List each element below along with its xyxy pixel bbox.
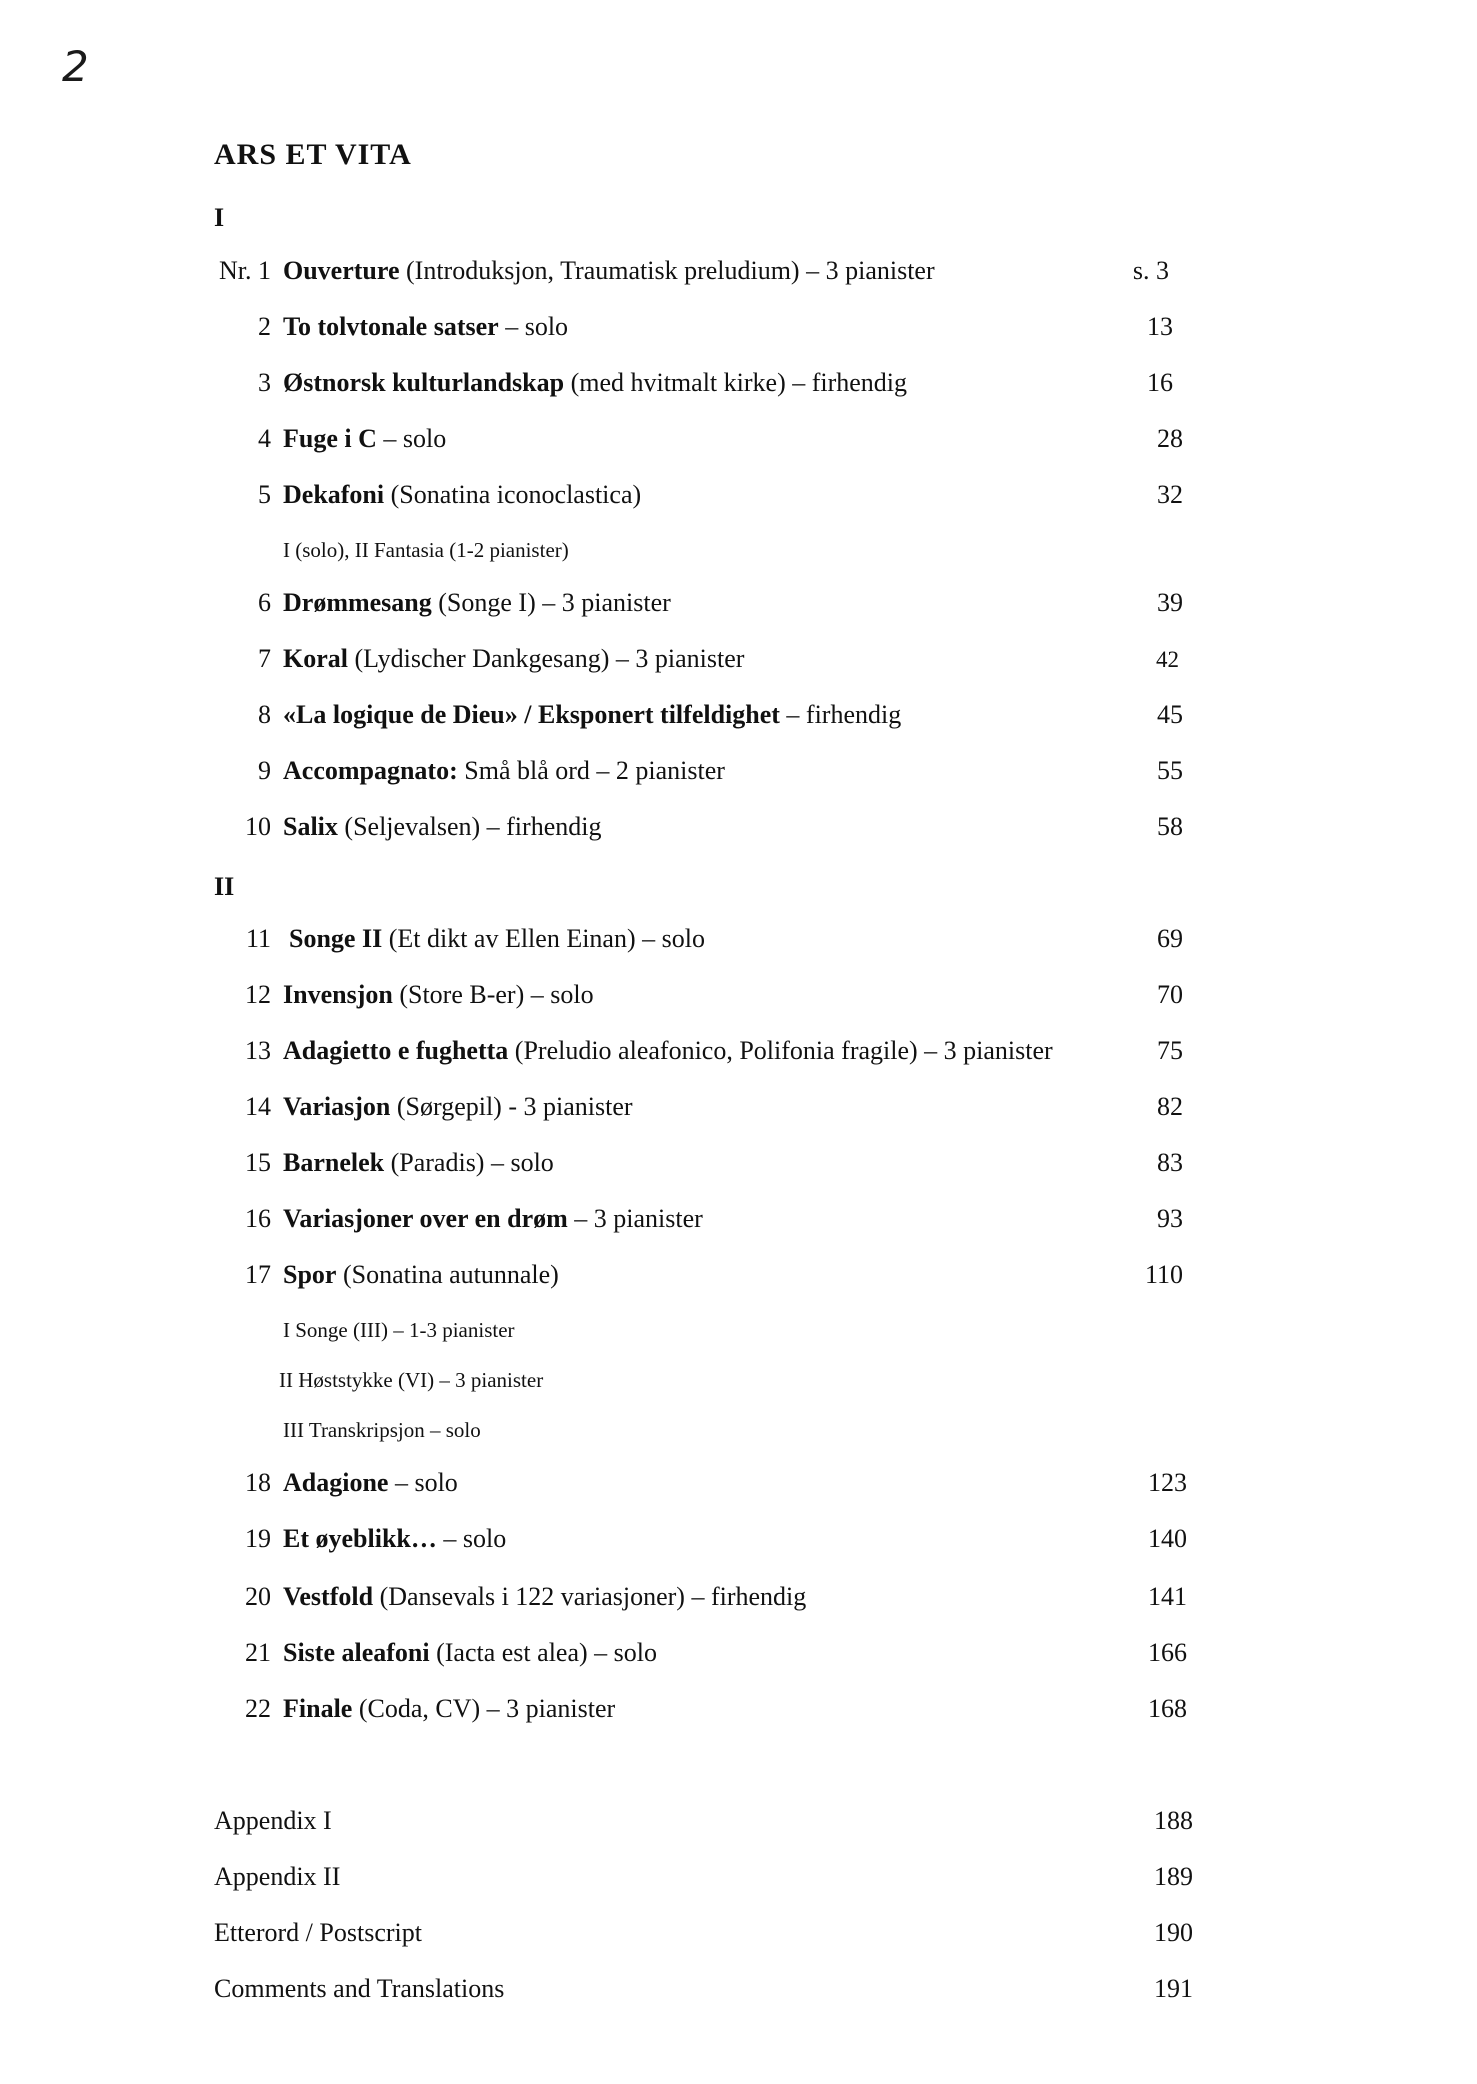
entry-detail: (Seljevalsen) – firhendig — [337, 812, 602, 841]
entry-title: Spor — [283, 1260, 337, 1289]
entry-page: 168 — [1148, 1694, 1187, 1723]
toc-entry — [0, 812, 1477, 852]
entry-title: «La logique de Dieu» / Eksponert tilfeldighet — [283, 700, 780, 729]
entry-text — [283, 1092, 633, 1122]
toc-entry — [0, 1582, 1477, 1622]
entry-text — [283, 424, 446, 454]
entry-number: 4 — [258, 424, 271, 453]
entry-detail: (Dansevals i 122 variasjoner) – firhendig — [373, 1582, 807, 1611]
entry-number: 22 — [245, 1694, 271, 1723]
appendix-label: Comments and Translations — [214, 1974, 505, 2003]
entry-text — [283, 368, 907, 398]
entry-number: 16 — [245, 1204, 271, 1233]
entry-page: 141 — [1148, 1582, 1187, 1611]
subentry-spor-1: I Songe (III) – 1-3 pianister — [283, 1318, 515, 1342]
entry-title: Adagietto e fughetta — [283, 1036, 509, 1065]
entry-detail: (Iacta est alea) – solo — [429, 1638, 657, 1667]
entry-number: 11 — [245, 924, 271, 953]
toc-entry — [0, 700, 1477, 740]
entry-number: 12 — [245, 980, 271, 1009]
entry-number: 20 — [245, 1582, 271, 1611]
entry-text — [283, 1524, 506, 1554]
toc-entry — [0, 1694, 1477, 1734]
entry-page: 16 — [1147, 368, 1173, 397]
entry-text — [283, 756, 725, 786]
entry-page: 166 — [1148, 1638, 1187, 1667]
toc-entry — [0, 312, 1477, 352]
entry-page: 39 — [1157, 588, 1183, 617]
toc-entry — [0, 1204, 1477, 1244]
entry-text — [283, 1148, 554, 1178]
subentry-spor-3: III Transkripsjon – solo — [283, 1418, 481, 1442]
section-heading-two: II — [214, 872, 235, 901]
entry-page: s. 3 — [1132, 256, 1169, 285]
entry-text — [283, 256, 935, 286]
entry-detail: (Sonatina autunnale) — [336, 1260, 559, 1289]
entry-title: Salix — [283, 812, 338, 841]
entry-number: 19 — [245, 1524, 271, 1553]
entry-text — [283, 700, 901, 730]
entry-detail: (med hvitmalt kirke) – firhendig — [564, 368, 908, 397]
entry-detail: – firhendig — [779, 700, 902, 729]
toc-entry — [0, 1638, 1477, 1678]
entry-title: Østnorsk kulturlandskap — [283, 368, 565, 397]
entry-text — [283, 1260, 559, 1290]
entry-title: Accompagnato: — [283, 756, 458, 785]
appendix-page: 190 — [1154, 1918, 1193, 1947]
entry-page: 32 — [1157, 480, 1183, 509]
entry-text — [289, 924, 705, 954]
entry-page: 58 — [1157, 812, 1183, 841]
entry-number: 13 — [245, 1036, 271, 1065]
appendix-label: Appendix I — [214, 1806, 332, 1835]
entry-text — [283, 812, 601, 842]
appendix-label: Etterord / Postscript — [214, 1918, 422, 1947]
entry-number: 17 — [245, 1260, 271, 1289]
entry-page: 83 — [1157, 1148, 1183, 1177]
entry-page: 45 — [1157, 700, 1183, 729]
entry-number: 6 — [258, 588, 271, 617]
subentry-dekafoni: I (solo), II Fantasia (1-2 pianister) — [283, 538, 569, 562]
document-title: ARS ET VITA — [214, 138, 412, 171]
toc-entry — [0, 1148, 1477, 1188]
appendix-label: Appendix II — [214, 1862, 341, 1891]
toc-entry — [0, 1036, 1477, 1076]
entry-number: 3 — [258, 368, 271, 397]
entry-title: Ouverture — [283, 256, 400, 285]
entry-title: Variasjoner over en drøm — [283, 1204, 568, 1233]
entry-page: 82 — [1157, 1092, 1183, 1121]
entry-detail: – solo — [388, 1468, 458, 1497]
entry-number: 9 — [258, 756, 271, 785]
entry-detail: (Lydischer Dankgesang) – 3 pianister — [348, 644, 745, 673]
entry-title: Songe II — [289, 924, 383, 953]
entry-page: 93 — [1157, 1204, 1183, 1233]
entry-text — [283, 1468, 458, 1498]
entry-text — [283, 312, 568, 342]
entry-page: 70 — [1157, 980, 1183, 1009]
toc-entry — [0, 368, 1477, 408]
entry-text — [283, 1638, 657, 1668]
toc-entry — [0, 756, 1477, 796]
entry-title: Fuge i C — [283, 424, 377, 453]
toc-entry — [0, 256, 1477, 296]
entry-text — [283, 588, 671, 618]
entry-text — [283, 1036, 1053, 1066]
toc-entry — [0, 924, 1477, 964]
appendix-entry — [214, 1806, 1314, 1846]
entry-detail: – solo — [376, 424, 447, 453]
entry-page: 123 — [1148, 1468, 1187, 1497]
toc-entry — [0, 1092, 1477, 1132]
entry-number: 7 — [258, 644, 271, 673]
entry-title: Barnelek — [283, 1148, 385, 1177]
entry-title: Drømmesang — [283, 588, 432, 617]
entry-title: Adagione — [283, 1468, 389, 1497]
entry-number: 14 — [245, 1092, 271, 1121]
toc-entry — [0, 980, 1477, 1020]
entry-number: 15 — [245, 1148, 271, 1177]
entry-text — [283, 980, 594, 1010]
entry-detail: (Paradis) – solo — [384, 1148, 554, 1177]
entry-detail: Små blå ord – 2 pianister — [457, 756, 725, 785]
entry-detail: – 3 pianister — [567, 1204, 703, 1233]
entry-detail: (Store B-er) – solo — [392, 980, 594, 1009]
toc-entry — [0, 1524, 1477, 1564]
entry-title: Siste aleafoni — [283, 1638, 430, 1667]
entry-title: Finale — [283, 1694, 353, 1723]
entry-number: 8 — [258, 700, 271, 729]
entry-title: Variasjon — [283, 1092, 391, 1121]
subentry-spor-2: II Høststykke (VI) – 3 pianister — [279, 1368, 544, 1392]
toc-entry — [0, 1260, 1477, 1300]
entry-text — [283, 1204, 703, 1234]
page-number: 2 — [62, 42, 89, 91]
entry-number: 2 — [258, 312, 271, 341]
appendix-entry — [214, 1974, 1314, 2014]
entry-number: 10 — [245, 812, 271, 841]
entry-title: Vestfold — [283, 1582, 374, 1611]
entry-text — [283, 644, 744, 674]
entry-title: Invensjon — [283, 980, 393, 1009]
entry-detail: (Songe I) – 3 pianister — [431, 588, 671, 617]
entry-number: 21 — [245, 1638, 271, 1667]
toc-entry — [0, 424, 1477, 464]
appendix-page: 189 — [1154, 1862, 1193, 1891]
entry-text — [283, 1694, 615, 1724]
entry-page: 13 — [1147, 312, 1173, 341]
appendix-page: 191 — [1154, 1974, 1193, 2003]
entry-text — [283, 1582, 806, 1612]
entry-number: 5 — [258, 480, 271, 509]
toc-entry — [0, 1468, 1477, 1508]
entry-number: Nr. 1 — [219, 256, 271, 285]
entry-detail: – solo — [436, 1524, 507, 1553]
toc-entry — [0, 644, 1477, 684]
entry-detail: (Et dikt av Ellen Einan) – solo — [382, 924, 705, 953]
entry-detail: (Preludio aleafonico, Polifonia fragile) – 3 pianister — [508, 1036, 1053, 1065]
entry-page: 69 — [1157, 924, 1183, 953]
entry-detail: (Sonatina iconoclastica) — [384, 480, 642, 509]
appendix-entry — [214, 1918, 1314, 1958]
toc-entry — [0, 480, 1477, 520]
entry-text — [283, 480, 641, 510]
entry-page: 55 — [1157, 756, 1183, 785]
toc-entry — [0, 588, 1477, 628]
entry-page: 75 — [1157, 1036, 1183, 1065]
entry-number: 18 — [245, 1468, 271, 1497]
entry-title: Koral — [283, 644, 348, 673]
entry-detail: – solo — [498, 312, 569, 341]
entry-detail: (Introduksjon, Traumatisk preludium) – 3 pianister — [399, 256, 935, 285]
entry-page: 42 — [1156, 647, 1179, 672]
entry-title: To tolvtonale satser — [283, 312, 499, 341]
entry-detail: (Coda, CV) – 3 pianister — [352, 1694, 616, 1723]
section-heading-one: I — [214, 203, 225, 232]
entry-page: 28 — [1157, 424, 1183, 453]
entry-page: 140 — [1148, 1524, 1187, 1553]
entry-page: 110 — [1144, 1260, 1183, 1289]
appendix-page: 188 — [1154, 1806, 1193, 1835]
entry-detail: (Sørgepil) - 3 pianister — [390, 1092, 633, 1121]
entry-title: Dekafoni — [283, 480, 385, 509]
entry-title: Et øyeblikk… — [283, 1524, 437, 1553]
appendix-entry — [214, 1862, 1314, 1902]
